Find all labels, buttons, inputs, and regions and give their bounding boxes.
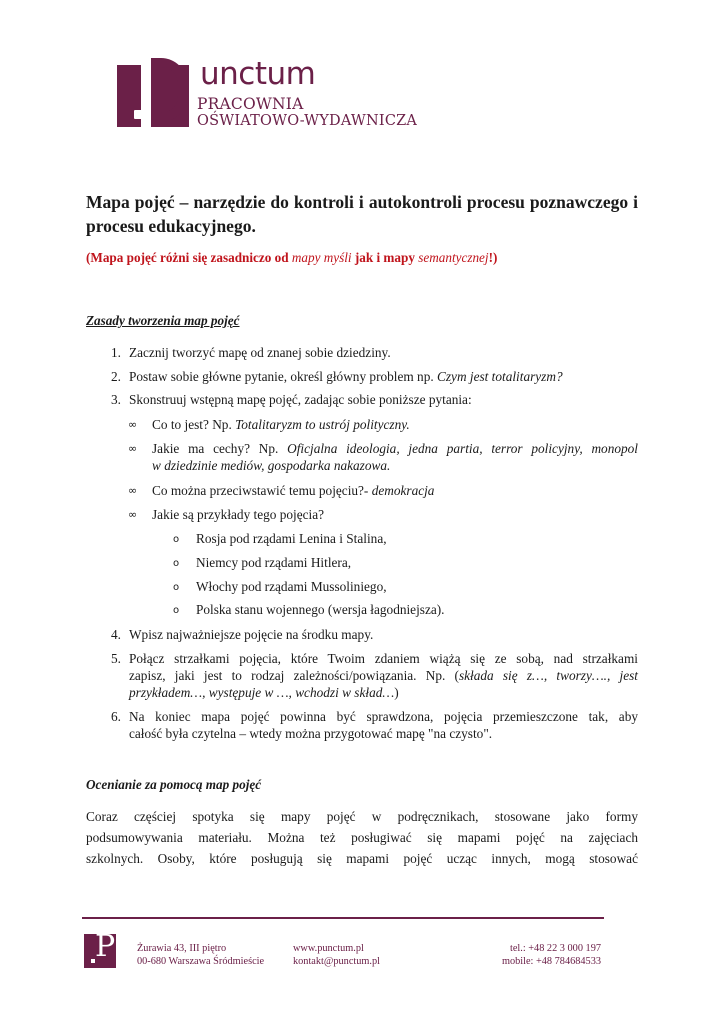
sub-item-text: Co można przeciwstawić temu pojęciu?- xyxy=(152,483,372,498)
infinity-bullet-icon: ∞ xyxy=(128,484,138,497)
note-d: semantycznej xyxy=(418,250,489,265)
list-number: 2. xyxy=(111,369,121,384)
list-item xyxy=(129,368,563,386)
list-item: Wpisz najważniejsze pojęcie na środku mapy. xyxy=(129,627,374,642)
sub-item xyxy=(152,416,410,434)
list-item-italic: przykładem…, występuje w …, wchodzi w skład… xyxy=(129,685,395,700)
sub-item-italic: Totalitaryzm to ustrój polityczny. xyxy=(235,417,410,432)
sub-item xyxy=(152,440,638,458)
sub-item-italic: w dziedzinie mediów, gospodarka nakazowa. xyxy=(152,458,391,473)
section-heading-rules: Zasady tworzenia map pojęć xyxy=(86,313,240,328)
list-item-text: zapisz, jaki jest to rodzaj zależności/powiązania. Np. ( xyxy=(129,668,459,683)
sub-item-italic: demokracja xyxy=(371,483,435,498)
list-item-text: Postaw sobie główne pytanie, określ główny problem np. xyxy=(129,369,438,384)
paragraph-line: szkolnych. Osoby, które posługują się mapami pojęć ucząc innych, mogą stosować xyxy=(86,851,638,866)
example-item: Niemcy pod rządami Hitlera, xyxy=(196,555,352,570)
example-item: Włochy pod rządami Mussoliniego, xyxy=(196,579,387,594)
footer-logo-letter: P xyxy=(95,929,116,964)
footer-address-2: 00-680 Warszawa Śródmieście xyxy=(137,956,265,967)
note-a: (Mapa pojęć różni się zasadniczo od xyxy=(86,250,292,265)
circle-bullet-icon: o xyxy=(173,534,180,545)
infinity-bullet-icon: ∞ xyxy=(128,442,138,455)
list-item-line: Na koniec mapa pojęć powinna być sprawdzona, pojęcia przemieszczone tak, aby xyxy=(129,709,638,724)
example-item: Rosja pod rządami Lenina i Stalina, xyxy=(196,531,387,546)
list-item: Zacznij tworzyć mapę od znanej sobie dziedziny. xyxy=(129,345,391,360)
list-item-text: ) xyxy=(394,685,399,700)
list-item-line xyxy=(129,684,399,702)
list-item-line xyxy=(129,667,638,685)
sub-item: Jakie są przykłady tego pojęcia? xyxy=(152,507,325,522)
note-b: mapy myśli xyxy=(291,250,352,265)
list-number: 3. xyxy=(111,392,121,407)
note xyxy=(86,249,497,267)
sub-item-italic: Oficjalna ideologia, jedna partia, terror policyjny, monopol xyxy=(287,441,638,456)
sub-item-cont xyxy=(152,457,390,475)
sub-item xyxy=(152,482,434,500)
list-number: 5. xyxy=(111,651,121,666)
infinity-bullet-icon: ∞ xyxy=(128,418,138,431)
list-number: 4. xyxy=(111,627,121,642)
example-item: Polska stanu wojennego (wersja łagodniejsza). xyxy=(196,602,445,617)
note-e: !) xyxy=(488,250,498,265)
paragraph-line: Coraz częściej spotyka się mapy pojęć w podręcznikach, stosowane jako formy xyxy=(86,809,638,824)
footer-divider xyxy=(82,917,604,919)
infinity-bullet-icon: ∞ xyxy=(128,508,138,521)
sub-item-text: Jakie ma cechy? Np. xyxy=(152,441,288,456)
footer-website-link[interactable]: www.punctum.pl xyxy=(293,943,364,954)
logo-p-stem xyxy=(141,58,151,127)
document-title: Mapa pojęć – narzędzie do kontroli i autokontroli procesu poznawczego i procesu edukacyjnego. xyxy=(86,192,638,236)
footer-phone: tel.: +48 22 3 000 197 xyxy=(509,943,601,954)
footer-logo xyxy=(84,929,116,968)
list-item-line: całość była czytelna – wtedy można przygotować mapę "na czysto". xyxy=(129,726,493,741)
list-number: 1. xyxy=(111,345,121,360)
footer-address-1: Żurawia 43, III piętro xyxy=(137,943,227,954)
list-item-line: Połącz strzałkami pojęcia, które Twoim zdaniem wiążą się ze sobą, nad strzałkami xyxy=(129,651,638,666)
circle-bullet-icon: o xyxy=(173,582,180,593)
list-number: 6. xyxy=(111,709,121,724)
logo-subtitle-2: OŚWIATOWO-WYDAWNICZA xyxy=(197,113,418,129)
list-item: Skonstruuj wstępną mapę pojęć, zadając sobie poniższe pytania: xyxy=(129,392,472,407)
section-heading-assessment: Ocenianie za pomocą map pojęć xyxy=(86,777,262,792)
logo-subtitle-1: PRACOWNIA xyxy=(197,95,304,113)
list-item-italic: Czym jest totalitaryzm? xyxy=(437,369,563,384)
logo-name: unctum xyxy=(200,56,316,92)
note-c: jak i mapy xyxy=(351,250,419,265)
list-item-italic: składa się z…, tworzy…., jest xyxy=(458,668,638,683)
paragraph-line: podsumowywania materiału. Można też posługiwać się mapami pojęć na zajęciach xyxy=(86,830,638,845)
footer-email-link[interactable]: kontakt@punctum.pl xyxy=(293,956,380,967)
footer-mobile: mobile: +48 784684533 xyxy=(501,956,601,967)
circle-bullet-icon: o xyxy=(173,558,180,569)
circle-bullet-icon: o xyxy=(173,605,180,616)
sub-item-text: Co to jest? Np. xyxy=(152,417,236,432)
